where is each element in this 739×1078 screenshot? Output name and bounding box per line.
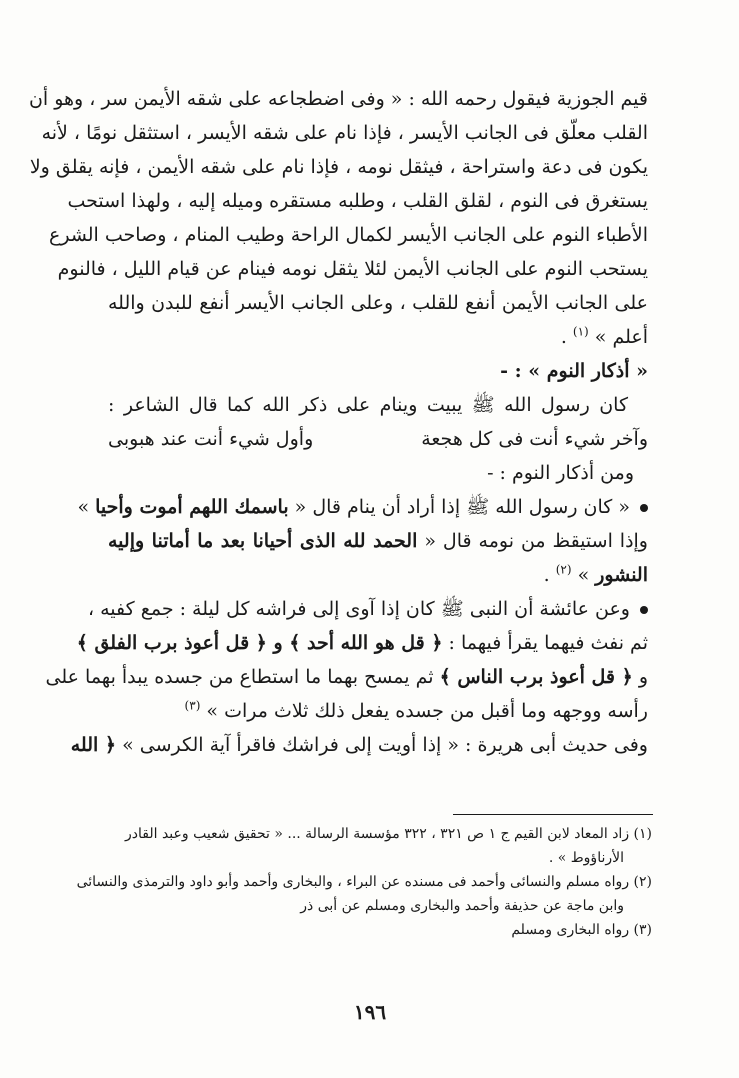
hadith-1-end: . — [543, 564, 550, 586]
footnote-divider — [453, 814, 653, 815]
text-line-1: قيم الجوزية فيقول رحمه الله : « وفى اضطجاعه على شقه الأيمن سر ، وهو أن — [28, 88, 648, 110]
footnote-2-line-1: (٢) رواه مسلم والنسائى وأحمد فى مسنده عن البراء ، والبخارى وأحمد وأبو داود والترمذى والنسائى — [76, 874, 652, 890]
poem-verse — [108, 422, 648, 456]
footnote-2-line-2: وابن ماجة عن حذيفة وأحمد والبخارى ومسلم عن أبى ذر — [300, 898, 624, 914]
text-line-12: ومن أذكار النوم : - — [487, 462, 634, 484]
footnote-ref-1: (١) — [572, 324, 589, 339]
page-number: ١٩٦ — [353, 1000, 387, 1024]
hadith-2-and: و — [638, 666, 648, 688]
hadith-1-line-3 — [108, 558, 648, 592]
hadith-3-text: وفى حديث أبى هريرة : « إذا أويت إلى فراشك فاقرأ آية الكرسى » — [122, 734, 648, 756]
footnotes — [76, 822, 652, 942]
footnote-1-line-2: الأرناؤوط » . — [548, 850, 624, 866]
bullet-icon — [640, 606, 648, 614]
text-line-6: يستحب النوم على الجانب الأيمن لئلا يثقل نومه فينام عن قيام الليل ، فالنوم — [57, 258, 648, 280]
hadith-1-dua: باسمك اللهم أموت وأحيا — [95, 496, 289, 518]
hadith-2-text-2a: ثم نفث فيهما يقرأ فيهما : — [448, 632, 648, 654]
hadith-1-line-1 — [77, 490, 648, 524]
text-line-2: القلب معلّق فى الجانب الأيسر ، فإذا نام على شقه الأيسر ، استثقل نومًا ، لأنه — [41, 122, 648, 144]
text-line-3: يكون فى دعة واستراحة ، فيثقل نومه ، فإذا نام على شقه الأيمن ، فإنه يقلق ولا — [29, 156, 648, 178]
hadith-2-surah-nas: ﴿ قل أعوذ برب الناس ﴾ — [439, 666, 633, 688]
hadith-1-wake-dua-end: النشور — [595, 564, 648, 586]
hadith-1-quote-close: » — [77, 496, 90, 518]
hadith-1-intro: « كان رسول الله ﷺ إذا أراد أن ينام قال « — [294, 496, 630, 518]
poem-hemistich-right: وآخر شيء أنت فى كل هجعة — [421, 428, 648, 450]
footnote-3-line-1: (٣) رواه البخارى ومسلم — [511, 922, 652, 938]
line8-end: . — [560, 326, 567, 348]
text-line-8 — [108, 320, 648, 354]
footnote-ref-2: (٢) — [555, 562, 572, 577]
hadith-1-wake-dua: الحمد لله الذى أحيانا بعد ما أماتنا وإليه — [108, 530, 418, 552]
hadith-2-text-4: رأسه ووجهه وما أقبل من جسده يفعل ذلك ثلاث مرات » — [206, 700, 648, 722]
hadith-3-ayah: ﴿ الله — [70, 734, 117, 756]
hadith-2-text-3: ثم يمسح بهما ما استطاع من جسده يبدأ بهما على — [45, 666, 434, 688]
hadith-1-quote-close-2: » — [577, 564, 590, 586]
main-text — [28, 82, 648, 762]
hadith-2-line-1 — [87, 592, 648, 626]
bullet-icon — [640, 504, 648, 512]
footnote-1-line-1: (١) زاد المعاد لابن القيم ج ١ ص ٣٢١ ، ٣٢٢ مؤسسة الرسالة ... « تحقيق شعيب وعبد القادر — [125, 826, 652, 842]
line8-text: أعلم » — [594, 326, 648, 348]
hadith-1-line-2 — [108, 524, 648, 558]
hadith-2-line-4 — [108, 694, 648, 728]
hadith-1-wake-intro: وإذا استيقظ من نومه قال « — [424, 530, 648, 552]
text-line-4: يستغرق فى النوم ، لقلق القلب ، وطلبه مستقره وميله إليه ، ولهذا استحب — [67, 190, 648, 212]
hadith-2-line-3 — [45, 660, 648, 694]
hadith-2-line-2 — [76, 626, 648, 660]
text-line-7: على الجانب الأيمن أنفع للقلب ، وعلى الجانب الأيسر أنفع للبدن والله — [108, 292, 648, 314]
hadith-3-line-1 — [70, 728, 648, 762]
text-line-5: الأطباء النوم على الجانب الأيسر لكمال الراحة وطيب المنام ، وصاحب الشرع — [49, 224, 648, 246]
footnote-ref-3: (٣) — [184, 698, 201, 713]
text-line-10: كان رسول الله ﷺ يبيت وينام على ذكر الله كما قال الشاعر : — [108, 394, 628, 416]
hadith-2-text-1: وعن عائشة أن النبى ﷺ كان إذا آوى إلى فراشه كل ليلة : جمع كفيه ، — [87, 598, 630, 620]
section-heading: « أذكار النوم » : - — [500, 360, 648, 382]
poem-hemistich-left: وأول شيء أنت عند هبوبى — [108, 428, 314, 450]
hadith-2-surahs: ﴿ قل هو الله أحد ﴾ و ﴿ قل أعوذ برب الفلق ﴾ — [76, 632, 443, 654]
